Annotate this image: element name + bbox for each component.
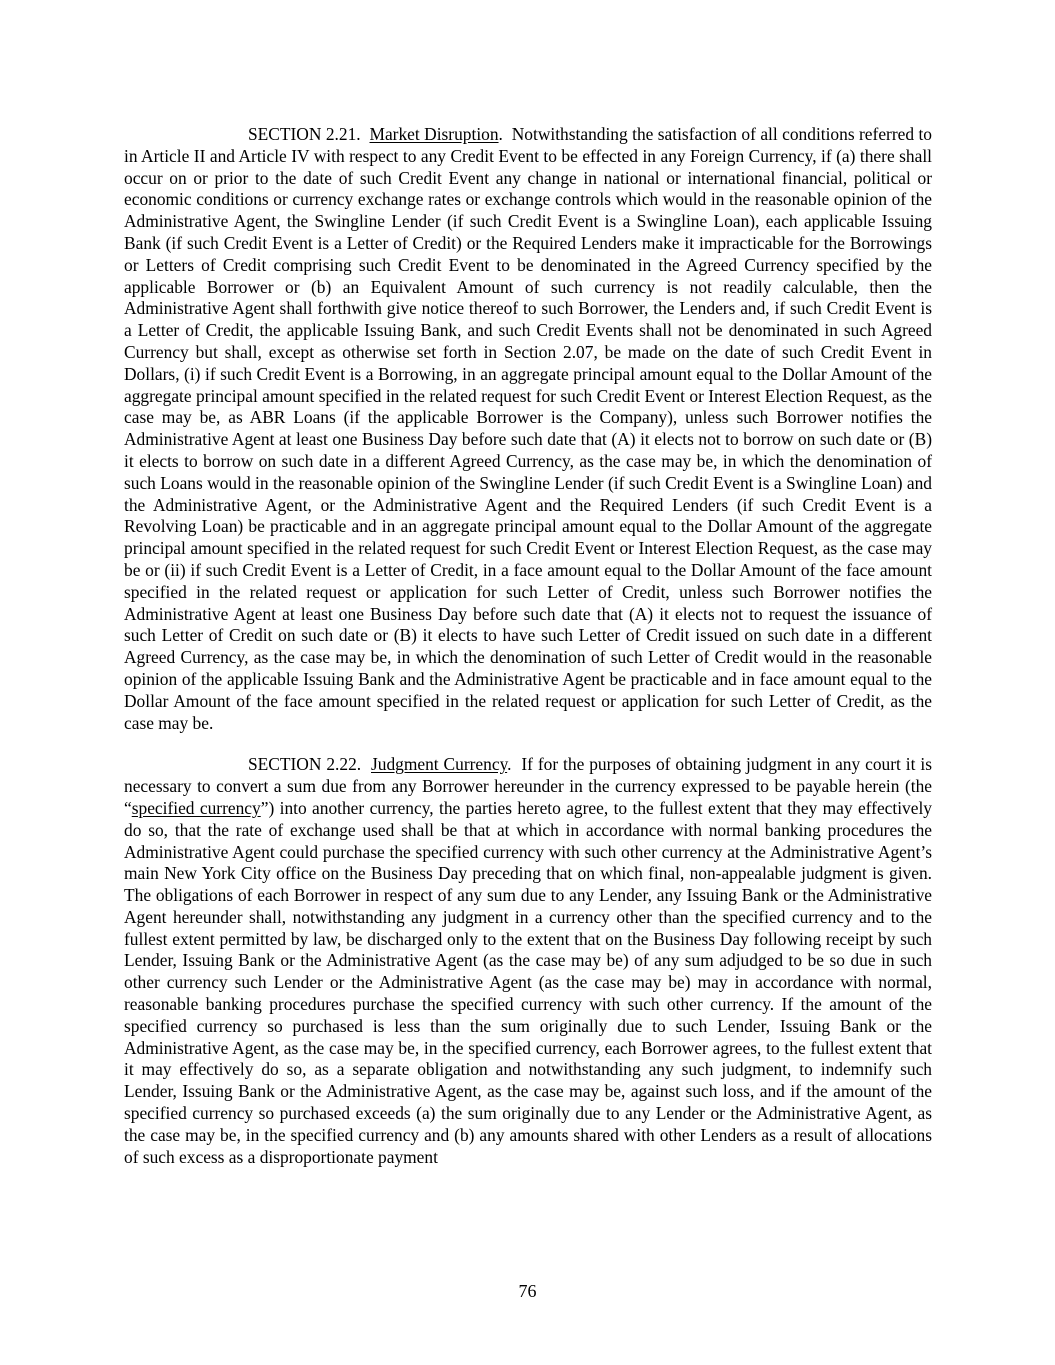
section-2-22-body-before: If for the purposes of obtaining judgment in any court it is necessary to convert a sum due from any Borrower hereunder in the currency expressed to be payable herein (the “ [124,754,932,818]
section-2-21: SECTION 2.21. Market Disruption. Notwithstanding the satisfaction of all conditions referred to in Article II and Article IV with respect to any Credit Event to be effected in any Foreign Currency, if (a) there shall occur on or prior to the date of such Credit Event any change in national or international financial, political or economic conditions or currency exchange rates or exchange controls which would in the reasonable opinion of the Administrative Agent, the Swingline Lender (if such Credit Event is a Swingline Loan), each applicable Issuing Bank (if such Credit Event is a Letter of Credit) or the Required Lenders make it impracticable for the Borrowings or Letters of Credit comprising such Credit Event to be denominated in the Agreed Currency specified by the applicable Borrower or (b) an Equivalent Amount of such currency is not readily calculable, then the Administrative Agent shall forthwith give notice thereof to such Borrower, the Lenders and, if such Credit Event is a Letter of Credit, the applicable Issuing Bank, and such Credit Events shall not be denominated in such Agreed Currency but shall, except as otherwise set forth in Section 2.07, be made on the date of such Credit Event in Dollars, (i) if such Credit Event is a Borrowing, in an aggregate principal amount equal to the Dollar Amount of the aggregate principal amount specified in the related request for such Credit Event or Interest Election Request, as the case may be, as ABR Loans (if the applicable Borrower is the Company), unless such Borrower notifies the Administrative Agent at least one Business Day before such date that (A) it elects not to borrow on such date or (B) it elects to borrow on such date in a different Agreed Currency, as the case may be, in which the denomination of such Loans would in the reasonable opinion of the Swingline Lender (if such Credit Event is a Swingline Loan) and the Administrative Agent, or the Administrative Agent and the Required Lenders (if such Credit Event is a Revolving Loan) be practicable and in an aggregate principal amount equal to the Dollar Amount of the aggregate principal amount specified in the related request for such Credit Event or Interest Election Request, as the case may be or (ii) if such Credit Event is a Letter of Credit, in a face amount equal to the Dollar Amount of the face amount specified in the related request or application for such Letter of Credit, unless such Borrower notifies the Administrative Agent at least one Business Day before such date that (A) it elects not to request the issuance of such Letter of Credit on such date or (B) it elects to have such Letter of Credit issued on such date in a different Agreed Currency, as the case may be, in which the denomination of such Letter of Credit would in the reasonable opinion of the applicable Issuing Bank and the Administrative Agent be practicable and in face amount equal to the Dollar Amount of the face amount specified in the related request or application for such Letter of Credit, as the case may be. [124,124,932,733]
section-2-21-number: SECTION 2.21. [248,124,361,144]
section-2-22: SECTION 2.22. Judgment Currency. If for the purposes of obtaining judgment in any court it is necessary to convert a sum due from any Borrower hereunder in the currency expressed to be payable herein (the “specified currency”) into another currency, the parties hereto agree, to the fullest extent that they may effectively do so, that the rate of exchange used shall be that at which in accordance with normal banking procedures the Administrative Agent could purchase the specified currency with such other currency at the Administrative Agent’s main New York City office on the Business Day preceding that on which final, non-appealable judgment is given. The obligations of each Borrower in respect of any sum due to any Lender, any Issuing Bank or the Administrative Agent hereunder shall, notwithstanding any judgment in a currency other than the specified currency and to the fullest extent permitted by law, be discharged only to the extent that on the Business Day following receipt by such Lender, Issuing Bank or the Administrative Agent (as the case may be) of any sum adjudged to be so due in such other currency such Lender or the Administrative Agent (as the case may be) may in accordance with normal, reasonable banking procedures purchase the specified currency with such other currency. If the amount of the specified currency so purchased is less than the sum originally due to such Lender, Issuing Bank or the Administrative Agent, as the case may be, in the specified currency, each Borrower agrees, to the fullest extent that it may effectively do so, as a separate obligation and notwithstanding any such judgment, to indemnify such Lender, Issuing Bank or the Administrative Agent, as the case may be, against such loss, and if the amount of the specified currency so purchased exceeds (a) the sum originally due to any Lender or the Administrative Agent, as the case may be, in the specified currency and (b) any amounts shared with other Lenders as a result of allocations of such excess as a disproportionate payment [124,754,932,1167]
section-2-22-body-after: ”) into another currency, the parties hereto agree, to the fullest extent that they may effectively do so, that the rate of exchange used shall be that at which in accordance with normal banking procedures the Administrative Agent could purchase the specified currency with such other currency at the Administrative Agent’s main New York City office on the Business Day preceding that on which final, non-appealable judgment is given. The obligations of each Borrower in respect of any sum due to any Lender, any Issuing Bank or the Administrative Agent hereunder shall, notwithstanding any judgment in a currency other than the specified currency and to the fullest extent permitted by law, be discharged only to the extent that on the Business Day following receipt by such Lender, Issuing Bank or the Administrative Agent (as the case may be) of any sum adjudged to be so due in such other currency such Lender or the Administrative Agent (as the case may be) may in accordance with normal, reasonable banking procedures purchase the specified currency with such other currency. If the amount of the specified currency so purchased is less than the sum originally due to such Lender, Issuing Bank or the Administrative Agent, as the case may be, in the specified currency, each Borrower agrees, to the fullest extent that it may effectively do so, as a separate obligation and notwithstanding any such judgment, to indemnify such Lender, Issuing Bank or the Administrative Agent, as the case may be, against such loss, and if the amount of the specified currency so purchased exceeds (a) the sum originally due to any Lender or the Administrative Agent, as the case may be, in the specified currency and (b) any amounts shared with other Lenders as a result of allocations of such excess as a disproportionate payment [124,797,932,1167]
page-number: 76 [518,1281,537,1301]
section-2-21-title: Market Disruption [369,124,499,144]
section-2-22-title: Judgment Currency [371,754,508,775]
document-page [124,124,932,1168]
section-2-21-body: Notwithstanding the satisfaction of all conditions referred to in Article II and Article IV with respect to any Credit Event to be effected in any Foreign Currency, if (a) there shall occur on or prior to the date of such Credit Event any change in national or international financial, political or economic conditions or currency exchange rates or exchange controls which would in the reasonable opinion of the Administrative Agent, the Swingline Lender (if such Credit Event is a Swingline Loan), each applicable Issuing Bank (if such Credit Event is a Letter of Credit) or the Required Lenders make it impracticable for the Borrowings or Letters of Credit comprising such Credit Event to be denominated in the Agreed Currency specified by the applicable Borrower or (b) an Equivalent Amount of such currency is not readily calculable, then the Administrative Agent shall forthwith give notice thereof to such Borrower, the Lenders and, if such Credit Event is a Letter of Credit, the applicable Issuing Bank, and such Credit Events shall not be denominated in such Agreed Currency but shall, except as otherwise set forth in Section 2.07, be made on the date of such Credit Event in Dollars, (i) if such Credit Event is a Borrowing, in an aggregate principal amount equal to the Dollar Amount of the aggregate principal amount specified in the related request for such Credit Event or Interest Election Request, as the case may be, as ABR Loans (if the applicable Borrower is the Company), unless such Borrower notifies the Administrative Agent at least one Business Day before such date that (A) it elects not to borrow on such date or (B) it elects to borrow on such date in a different Agreed Currency, as the case may be, in which the denomination of such Loans would in the reasonable opinion of the Swingline Lender (if such Credit Event is a Swingline Loan) and the Administrative Agent, or the Administrative Agent and the Required Lenders (if such Credit Event is a Revolving Loan) be practicable and in an aggregate principal amount equal to the Dollar Amount of the aggregate principal amount specified in the related request for such Credit Event or Interest Election Request, as the case may be or (ii) if such Credit Event is a Letter of Credit, in a face amount equal to the Dollar Amount of the face amount specified in the related request or application for such Letter of Credit, unless such Borrower notifies the Administrative Agent at least one Business Day before such date that (A) it elects not to request the issuance of such Letter of Credit on such date or (B) it elects to have such Letter of Credit issued on such date in a different Agreed Currency, as the case may be, in which the denomination of such Letter of Credit would in the reasonable opinion of the applicable Issuing Bank and the Administrative Agent be practicable and in face amount equal to the Dollar Amount of the face amount specified in the related request or application for such Letter of Credit, as the case may be. [124,124,932,733]
defined-term-specified-currency: specified currency [131,797,261,818]
section-2-22-number: SECTION 2.22. [248,754,362,775]
